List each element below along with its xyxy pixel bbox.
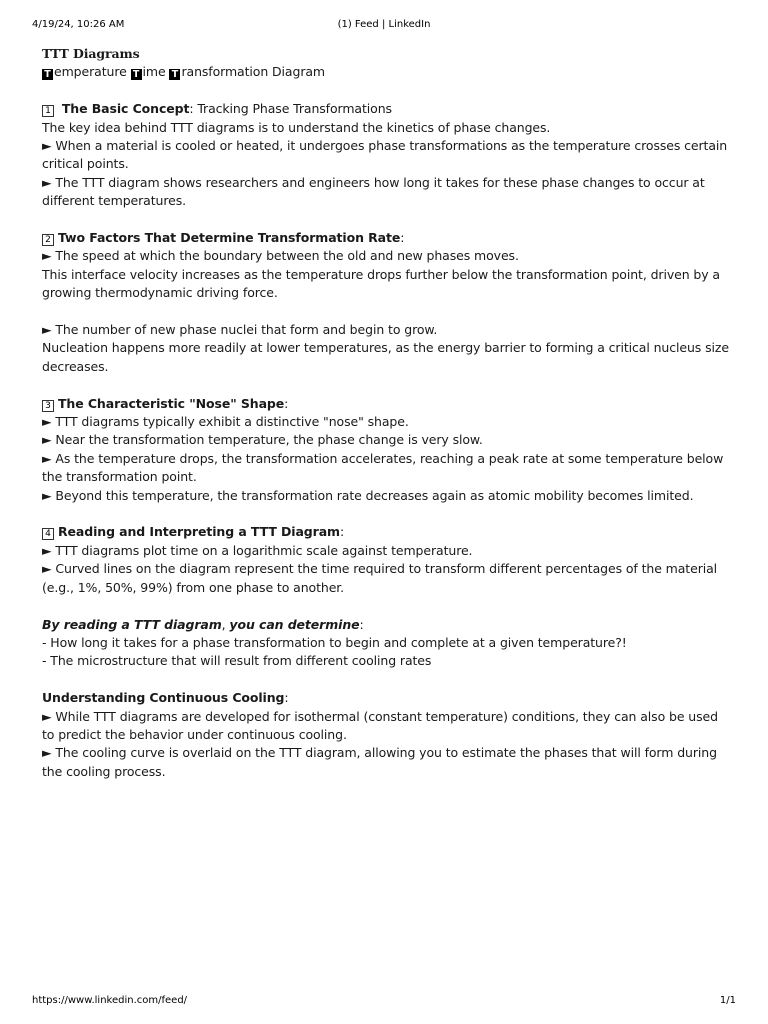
paragraph: The key idea behind TTT diagrams is to understand the kinetics of phase changes. bbox=[42, 119, 551, 135]
letter-t-box-icon: T bbox=[131, 69, 142, 80]
bullet-item: ► When a material is cooled or heated, it undergoes phase transformations as the temperature crosses certain critical points. bbox=[42, 138, 728, 172]
section-3-heading bbox=[42, 395, 732, 413]
print-datetime: 4/19/24, 10:26 AM bbox=[32, 19, 125, 30]
section-heading-text: By reading a TTT diagram bbox=[42, 616, 222, 632]
section-heading-text: Understanding Continuous Cooling bbox=[42, 690, 285, 706]
keycap-2-icon: 2 bbox=[42, 234, 54, 246]
post-content bbox=[42, 45, 732, 781]
section-2-heading bbox=[42, 229, 732, 247]
subtitle-word: ransformation Diagram bbox=[181, 64, 325, 80]
letter-t-box-icon: T bbox=[42, 69, 53, 80]
bullet-item: ► TTT diagrams plot time on a logarithmic scale against temperature. bbox=[42, 542, 473, 558]
dash-item: - The microstructure that will result from different cooling rates bbox=[42, 653, 432, 669]
section-4-heading bbox=[42, 523, 732, 541]
subtitle-word: emperature bbox=[54, 64, 131, 80]
heading-colon: : bbox=[284, 690, 289, 706]
bullet-item: ► As the temperature drops, the transformation accelerates, reaching a peak rate at some temperature below the transformation point. bbox=[42, 450, 724, 485]
print-page-number: 1/1 bbox=[719, 995, 736, 1006]
subtitle-word: ime bbox=[142, 64, 170, 80]
section-heading-text: you can determine bbox=[229, 616, 360, 632]
keycap-1-icon: 1 bbox=[42, 105, 54, 117]
bullet-item: ► Curved lines on the diagram represent the time required to transform different percentages of the material (e.g., 1%, 50%, 99%) from one phase to another. bbox=[42, 561, 718, 595]
section-1-heading bbox=[42, 100, 732, 118]
bullet-item: ► Near the transformation temperature, the phase change is very slow. bbox=[42, 432, 483, 448]
bullet-item: ► The speed at which the boundary between the old and new phases moves. bbox=[42, 248, 519, 264]
section-heading-text: Two Factors That Determine Transformation Rate bbox=[58, 230, 401, 246]
print-url: https://www.linkedin.com/feed/ bbox=[32, 995, 188, 1006]
heading-colon: : bbox=[400, 230, 405, 246]
paragraph: Nucleation happens more readily at lower temperatures, as the energy barrier to forming a critical nucleus size decreases. bbox=[42, 340, 729, 374]
heading-comma: , bbox=[221, 616, 230, 632]
letter-t-box-icon: T bbox=[169, 69, 180, 80]
heading-colon: : bbox=[339, 524, 345, 540]
bullet-item: ► Beyond this temperature, the transformation rate decreases again as atomic mobility becomes limited. bbox=[42, 487, 694, 503]
bullet-item: ► The cooling curve is overlaid on the TTT diagram, allowing you to estimate the phases that will form during the cooling process. bbox=[42, 745, 717, 779]
print-page-title: (1) Feed | LinkedIn bbox=[337, 19, 431, 30]
section-heading-rest: : Tracking Phase Transformations bbox=[189, 101, 392, 117]
section-heading-text: The Basic Concept bbox=[61, 101, 190, 117]
keycap-3-icon: 3 bbox=[42, 400, 54, 412]
bullet-item: ► TTT diagrams typically exhibit a distinctive "nose" shape. bbox=[42, 414, 409, 430]
document-title: TTT Diagrams bbox=[42, 46, 140, 61]
keycap-4-icon: 4 bbox=[42, 528, 54, 540]
bullet-item: ► The TTT diagram shows researchers and engineers how long it takes for these phase changes to occur at different temperatures. bbox=[42, 174, 705, 209]
bullet-item: ► While TTT diagrams are developed for isothermal (constant temperature) conditions, they can also be used to predict the behavior under continuous cooling. bbox=[42, 708, 718, 742]
heading-colon: : bbox=[359, 616, 364, 632]
section-5-heading bbox=[42, 616, 732, 634]
section-heading-text: The Characteristic "Nose" Shape bbox=[58, 395, 285, 411]
paragraph: This interface velocity increases as the temperature drops further below the transformation point, driven by a growing thermodynamic driving force. bbox=[42, 266, 720, 301]
document-subtitle bbox=[42, 63, 732, 81]
bullet-item: ► The number of new phase nuclei that form and begin to grow. bbox=[42, 322, 438, 338]
section-heading-text: Reading and Interpreting a TTT Diagram bbox=[58, 524, 340, 540]
section-6-heading bbox=[42, 689, 732, 707]
dash-item: - How long it takes for a phase transformation to begin and complete at a given temperature?! bbox=[42, 634, 627, 650]
heading-colon: : bbox=[284, 395, 289, 411]
